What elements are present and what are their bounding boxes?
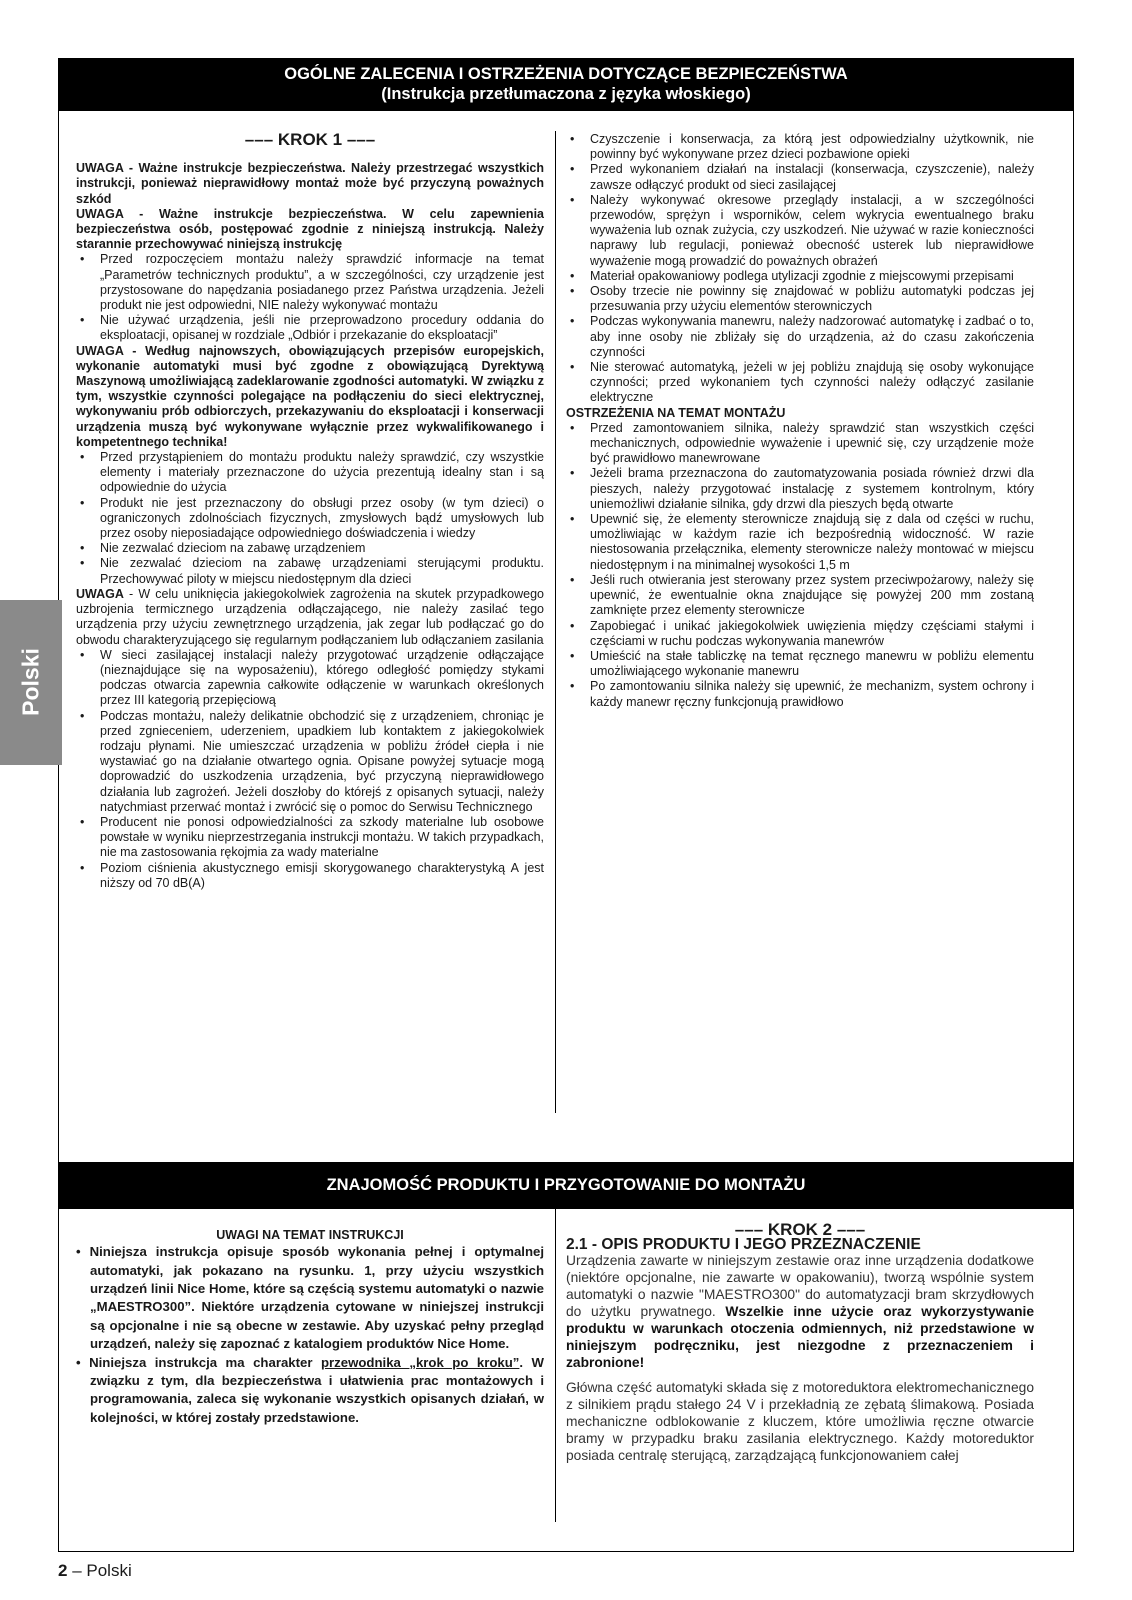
- list-item: • Osoby trzecie nie powinny się znajdować w pobliżu automatyki podczas jej przesuwania przy użyciu elementów sterowniczych: [566, 284, 1034, 314]
- list-item: • Nie zezwalać dzieciom na zabawę urządzeniem: [76, 541, 544, 556]
- warning-paragraph-1: UWAGA - Ważne instrukcje bezpieczeństwa. Należy przestrzegać wszystkich instrukcji, ponieważ nieprawidłowy montaż może być przyczyną poważnych szkód: [76, 161, 544, 206]
- installation-list: [566, 421, 1034, 710]
- notes-heading: UWAGI NA TEMAT INSTRUKCJI: [216, 1228, 404, 1242]
- general-list: [566, 132, 1034, 406]
- step1-heading: ––– KROK 1 –––: [244, 132, 376, 149]
- list-item: • Przed wykonaniem działań na instalacji (konserwacja, czyszczenie), należy zawsze odłączyć produkt od sieci zasilającej: [566, 162, 1034, 192]
- list-item: • W sieci zasilającej instalacji należy przygotować urządzenie odłączające (nieznajdujące się na wyposażeniu), którego odległość pomiędzy stykami podczas otwarcia zapewnia całkowite odłączenie w warunkach określonych przez III kategorią przepięciową: [76, 648, 544, 709]
- list-item: • Umieścić na stałe tabliczkę na temat ręcznego manewru w pobliżu elementu umożliwiającego wykonanie manewru: [566, 649, 1034, 679]
- page-footer: [58, 1561, 132, 1581]
- list-item: • Produkt nie jest przeznaczony do obsługi przez osoby (w tym dzieci) o ograniczonych zdolnościach fizycznych, zmysłowych bądź umysłowych lub przez osoby nieposiadające odpowiedniego doświadczenia i wiedzy: [76, 496, 544, 542]
- note-item-2: [76, 1354, 544, 1428]
- language-tab-label: Polski: [17, 648, 44, 716]
- list-item: • Przed zamontowaniem silnika, należy sprawdzić stan wszystkich części mechanicznych, odpowiednie wyważenie i upewnić się, czy urządzenie może być prawidłowo manewrowane: [566, 421, 1034, 467]
- footer-language: Polski: [86, 1561, 132, 1580]
- section2-title: ZNAJOMOŚĆ PRODUKTU I PRZYGOTOWANIE DO MONTAŻU: [326, 1176, 806, 1194]
- description-paragraph-1: [566, 1252, 1034, 1371]
- note-item-1: • Niniejsza instrukcja opisuje sposób wykonania pełnej i optymalnej automatyki, jak pokazano na rysunku. 1, przy użyciu wszystkich urządzeń linii Nice Home, które są częścią systemu automatyki o nazwie „MAESTRO300”. Niektóre urządzenia cytowane w niniejszej instrukcji są opcjonalne i nie są obecne w zestawie. Aby uzyskać pełny przegląd urządzeń, należy się zapoznać z katalogiem produktów Nice Home.: [76, 1244, 544, 1352]
- list-item: • Po zamontowaniu silnika należy się upewnić, że mechanizm, system ochrony i każdy manewr ręczny funkcjonują prawidłowo: [566, 679, 1034, 709]
- note-2-text-a: • Niniejsza instrukcja ma charakter: [76, 1354, 321, 1370]
- column-divider-bottom: [555, 1205, 556, 1522]
- section2-banner: [58, 1162, 1074, 1209]
- step1-list-2: [76, 450, 544, 587]
- description-paragraph-2: Główna część automatyki składa się z motoreduktora elektromechanicznego z silnikiem prądu stałego 24 V i przekładnią ze zębatą ślimakową. Posiada mechaniczne odblokowanie z kluczem, które umożliwia ręczne otwarcie bramy w przypadku braku zasilania elektrycznego. Każdy motoreduktor posiada centralę sterującą, zarządzającą funkcjonowaniem całej: [566, 1380, 1034, 1464]
- list-item: • Producent nie ponosi odpowiedzialności za szkody materialne lub osobowe powstałe w wyniku nieprzestrzegania instrukcji montażu. W takich przypadkach, nie ma zastosowania rękojmia za wady materialne: [76, 815, 544, 861]
- list-item: • Czyszczenie i konserwacja, za którą jest odpowiedzialny użytkownik, nie powinny być wykonywane przez dzieci pozbawione opieki: [566, 132, 1034, 162]
- page-number: 2: [58, 1561, 68, 1580]
- list-item: • Podczas montażu, należy delikatnie obchodzić się z urządzeniem, chroniąc je przed zgnieceniem, uderzeniem, upadkiem lub kontaktem z jakiegokolwiek rodzaju płynami. Nie umieszczać urządzenia w pobliżu źródeł ciepła i nie wystawiać go na działanie otwartego ognia. Opisane powyżej sytuacje mogą doprowadzić do uszkodzenia urządzenia, być przyczyną nieprawidłowego działania lub zagrożeń. Jeżeli doszłoby do którejś z opisanych sytuacji, należy natychmiast przerwać montaż i zwrócić się o pomoc do Serwisu Technicznego: [76, 709, 544, 815]
- note-2-underlined: przewodnika „krok po kroku”: [320, 1354, 520, 1370]
- step1-list-3: [76, 648, 544, 891]
- step1-list-1: [76, 252, 544, 343]
- list-item: • Należy wykonywać okresowe przeglądy instalacji, a w szczególności przewodów, sprężyn i wsporników, celem wykrycia ewentualnego braku wyważenia lub oznak zużycia, czy uszkodzeń. Nie używać w razie konieczności naprawy lub regulacji, ponieważ obecność usterek lub nieprawidłowe wyważenie mogą prowadzić do poważnych obrażeń: [566, 193, 1034, 269]
- list-item: • Jeżeli brama przeznaczona do zautomatyzowania posiada również drzwi dla pieszych, należy przygotować instalację z systemem kontrolnym, który uniemożliwi działanie silnika, gdy drzwi dla pieszych będą otwarte: [566, 466, 1034, 512]
- warning-paragraph-3: UWAGA - Według najnowszych, obowiązujących przepisów europejskich, wykonanie automatyki musi być zgodne z obowiązującą Dyrektywą Maszynową umożliwiającą zadeklarowanie zgodności automatyki. W związku z tym, wszystkie czynności polegające na podłączeniu do sieci elektrycznej, wykonywaniu prób odbiorczych, przekazywaniu do eksploatacji i konserwacji urządzenia muszą być wykonywane wyłącznie przez wykwalifikowanego i kompetentnego technika!: [76, 343, 544, 449]
- step2-heading: ––– KROK 2 –––: [734, 1222, 866, 1239]
- step1-column: [76, 132, 544, 1107]
- list-item: • Poziom ciśnienia akustycznego emisji skorygowanego charakterystyką A jest niższy od 70 dB(A): [76, 861, 544, 891]
- warning-paragraph-4: [76, 587, 544, 648]
- product-description-body: [566, 1252, 1034, 1464]
- list-item: • Nie sterować automatyką, jeżeli w jej pobliżu znajdują się osoby wykonujące czynności; przed wykonaniem tych czynności należy odłączyć zasilanie elektryczne: [566, 360, 1034, 406]
- list-item: • Przed przystąpieniem do montażu produktu należy sprawdzić, czy wszystkie elementy i materiały przeznaczone do użycia prezentują idealny stan i są odpowiednie do użycia: [76, 450, 544, 496]
- list-item: • Podczas wykonywania manewru, należy nadzorować automatykę i zadbać o to, aby inne osoby nie zbliżały się do urządzenia, aż do czasu zakończenia czynności: [566, 314, 1034, 360]
- list-item: • Przed rozpoczęciem montażu należy sprawdzić informacje na temat „Parametrów technicznych produktu”, a w szczególności, czy urządzenie jest przystosowane do napędzania posiadanego przez Państwa urządzenia. Jeżeli produkt nie jest odpowiedni, NIE należy wykonywać montażu: [76, 252, 544, 313]
- description-text: Urządzenia zawarte w niniejszym zestawie oraz inne urządzenia dodatkowe (niektóre opcjonalne, nie zawarte w opakowaniu), tworzą wspólnie system automatyki o nazwie "MAESTRO300" do automatyzacji bram skrzydłowych do użytku prywatnego.: [566, 1253, 1034, 1320]
- column-divider-top: [555, 131, 556, 1113]
- header-subtitle: (Instrukcja przetłumaczona z języka włoskiego): [381, 85, 751, 103]
- instructions-notes-column: [76, 1228, 544, 1528]
- header-title: OGÓLNE ZALECENIA I OSTRZEŻENIA DOTYCZĄCE BEZPIECZEŃSTWA: [284, 65, 848, 83]
- list-item: • Nie używać urządzenia, jeśli nie przeprowadzono procedury oddania do eksploatacji, opisanej w rozdziale „Odbiór i przekazanie do eksploatacji”: [76, 313, 544, 343]
- language-side-tab: [0, 600, 62, 765]
- list-item: • Upewnić się, że elementy sterownicze znajdują się z dala od części w ruchu, umożliwiając w każdym razie ich bezpośrednią widoczność. W razie niestosowania przełącznika, elementy sterownicze należy montować w miejscu niedostępnym i na minimalnej wysokości 1,5 m: [566, 512, 1034, 573]
- warning-text: - W celu uniknięcia jakiegokolwiek zagrożenia na skutek przypadkowego uzbrojenia termicznego urządzenia odłączającego, nie należy zasilać tego urządzenia przy użyciu zewnętrznego urządzenia, jak zegar lub podłączać go do obwodu charakteryzującego się regularnym podłączaniem lub odłączaniem zasilania: [76, 586, 544, 647]
- footer-separator: –: [67, 1561, 87, 1580]
- product-description-title: 2.1 - OPIS PRODUKTU I JEGO PRZEZNACZENIE: [566, 1236, 921, 1254]
- description-warning: Wszelkie inne użycie oraz wykorzystywanie produktu w warunkach otoczenia odmiennych, niż przedstawione w niniejszym podręczniku, jest niezgodne z przeznaczeniem i zabronione!: [566, 1304, 1034, 1371]
- installation-warnings-heading: OSTRZEŻENIA NA TEMAT MONTAŻU: [566, 405, 786, 420]
- note-2-text-b: . W związku z tym, dla bezpieczeństwa i ułatwienia prac montażowych i programowania, zaleca się wykonanie wszystkich opisanych działań, w kolejności, w której zostały przedstawione.: [90, 1354, 544, 1425]
- list-item: • Nie zezwalać dzieciom na zabawę urządzeniami sterującymi produktu. Przechowywać piloty w miejscu niedostępnym dla dzieci: [76, 556, 544, 586]
- safety-right-column: [566, 132, 1034, 832]
- list-item: • Zapobiegać i unikać jakiegokolwiek uwięzienia między częściami stałymi i częściami w ruchu podczas wykonywania manewrów: [566, 619, 1034, 649]
- warning-label: UWAGA: [76, 586, 124, 601]
- step2-column: [566, 1222, 1034, 1524]
- header-banner: [58, 58, 1074, 111]
- list-item: • Jeśli ruch otwierania jest sterowany przez system przeciwpożarowy, należy się upewnić, że ewentualnie okna znajdujące się powyżej 200 mm zostaną zamknięte przez elementy sterownicze: [566, 573, 1034, 619]
- warning-paragraph-2: UWAGA - Ważne instrukcje bezpieczeństwa. W celu zapewnienia bezpieczeństwa osób, postępować zgodnie z niniejszą instrukcją. Należy starannie przechowywać niniejszą instrukcję: [76, 206, 544, 252]
- list-item: • Materiał opakowaniowy podlega utylizacji zgodnie z miejscowymi przepisami: [566, 269, 1034, 284]
